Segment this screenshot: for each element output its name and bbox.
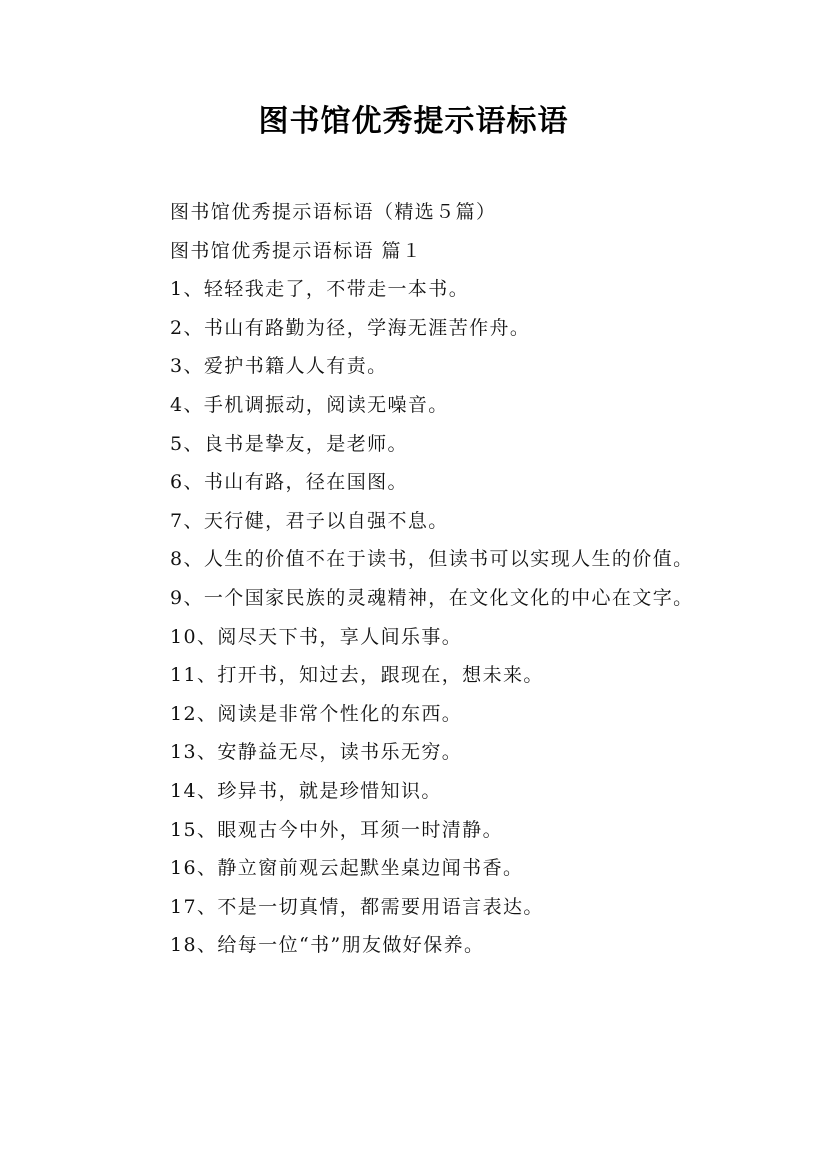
list-item: 18、给每一位“书”朋友做好保养。	[170, 934, 485, 957]
list-item: 14、珍异书，就是珍惜知识。	[170, 779, 442, 802]
list-item: 10、阅尽天下书，享人间乐事。	[170, 625, 463, 648]
list-item: 2、书山有路勤为径，学海无涯苦作舟。	[170, 316, 531, 339]
paragraph-section-title: 图书馆优秀提示语标语 篇１	[170, 239, 423, 262]
list-item: 7、天行健，君子以自强不息。	[170, 509, 449, 532]
document-body	[124, 193, 706, 965]
document-title: 图书馆优秀提示语标语	[258, 104, 569, 139]
list-item: 11、打开书，知过去，跟现在，想未来。	[170, 664, 544, 687]
list-item: 5、良书是挚友，是老师。	[170, 432, 408, 455]
list-item: 8、人生的价值不在于读书，但读书可以实现人生的价值。	[170, 548, 694, 571]
list-item: 15、眼观古今中外，耳须一时清静。	[170, 818, 503, 841]
list-item: 9、一个国家民族的灵魂精神，在文化文化的中心在文字。	[170, 586, 694, 609]
list-item: 1、轻轻我走了，不带走一本书。	[170, 278, 470, 301]
list-item: 4、手机调振动，阅读无噪音。	[170, 393, 449, 416]
list-item: 6、书山有路，径在国图。	[170, 471, 408, 494]
list-item: 16、静立窗前观云起默坐桌边闻书香。	[170, 857, 524, 880]
list-item: 3、爱护书籍人人有责。	[170, 355, 388, 378]
list-item: 13、安静益无尽，读书乐无穷。	[170, 741, 463, 764]
list-item: 12、阅读是非常个性化的东西。	[170, 702, 463, 725]
list-item: 17、不是一切真情，都需要用语言表达。	[170, 895, 544, 918]
paragraph-heading: 图书馆优秀提示语标语（精选５篇）	[170, 201, 497, 223]
